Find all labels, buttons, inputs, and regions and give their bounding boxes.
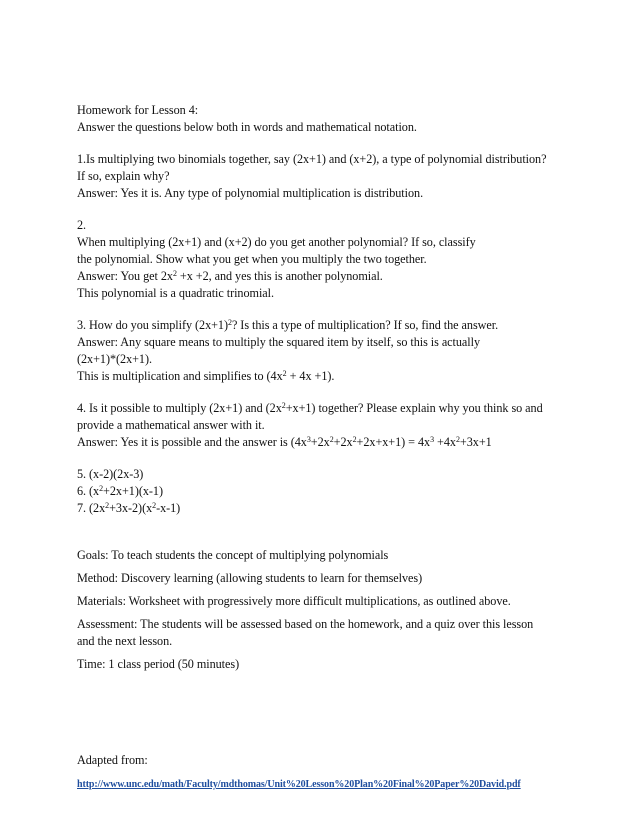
- lesson-method: Method: Discovery learning (allowing students to learn for themselves): [77, 571, 423, 585]
- lesson-time: Time: 1 class period (50 minutes): [77, 657, 240, 671]
- lesson-materials: Materials: Worksheet with progressively more difficult multiplications, as outlined above.: [77, 594, 511, 608]
- question-3-answer-1: Answer: Any square means to multiply the squared item by itself, so this is actually: [77, 335, 480, 349]
- question-1-answer: Answer: Yes it is. Any type of polynomial multiplication is distribution.: [77, 186, 424, 200]
- problem-5: 5. (x-2)(2x-3): [77, 467, 144, 481]
- document-body: [77, 102, 577, 793]
- homework-instructions: Answer the questions below both in words and mathematical notation.: [77, 120, 417, 134]
- adapted-from-label: Adapted from:: [77, 753, 148, 767]
- question-2-line-2: the polynomial. Show what you get when you multiply the two together.: [77, 252, 427, 266]
- question-1-line-1: 1.Is multiplying two binomials together, say (2x+1) and (x+2), a type of polynomial distribution?: [77, 152, 547, 166]
- lesson-goals: Goals: To teach students the concept of multiplying polynomials: [77, 548, 389, 562]
- source-link[interactable]: http://www.unc.edu/math/Faculty/mdthomas/Unit%20Lesson%20Plan%20Final%20Paper%20David.pdf: [77, 779, 521, 790]
- question-4-line-2: provide a mathematical answer with it.: [77, 418, 265, 432]
- problem-7: 7. $(2x^2+3x-2)(x^2-x-1)$: [77, 501, 181, 515]
- lesson-assessment-line-1: Assessment: The students will be assessed based on the homework, and a quiz over this lesson: [77, 617, 534, 631]
- question-2-answer: Answer: You get $2x^2 +x +2$, and yes this is another polynomial.: [77, 269, 383, 283]
- source-link-line: [77, 775, 577, 793]
- problem-6: 6. $(x^2+2x+1)(x-1)$: [77, 484, 163, 498]
- question-4-line-1: 4. Is it possible to multiply (2x+1) and $(2x^2+x+1)$ together? Please explain why you think so and: [77, 401, 543, 415]
- question-2-answer-classification: This polynomial is a quadratic trinomial.: [77, 286, 274, 300]
- question-3: 3. How do you simplify $(2x+1)^2$? Is this a type of multiplication? If so, find the answer.: [77, 318, 499, 332]
- question-2-number: 2.: [77, 218, 87, 232]
- question-3-answer-3: This is multiplication and simplifies to $(4x^2 + 4x +1)$.: [77, 369, 335, 383]
- lesson-assessment-line-2: and the next lesson.: [77, 634, 173, 648]
- question-3-answer-2: (2x+1)*(2x+1).: [77, 352, 152, 366]
- question-4-answer: Answer: Yes it is possible and the answer is $(4x^3+2x^2+2x^2+2x+x+1) = 4x^3 +4x^2+3x+1$: [77, 435, 492, 449]
- homework-title: Homework for Lesson 4:: [77, 103, 199, 117]
- question-2-line-1: When multiplying (2x+1) and (x+2) do you get another polynomial? If so, classify: [77, 235, 476, 249]
- question-1-line-2: If so, explain why?: [77, 169, 170, 183]
